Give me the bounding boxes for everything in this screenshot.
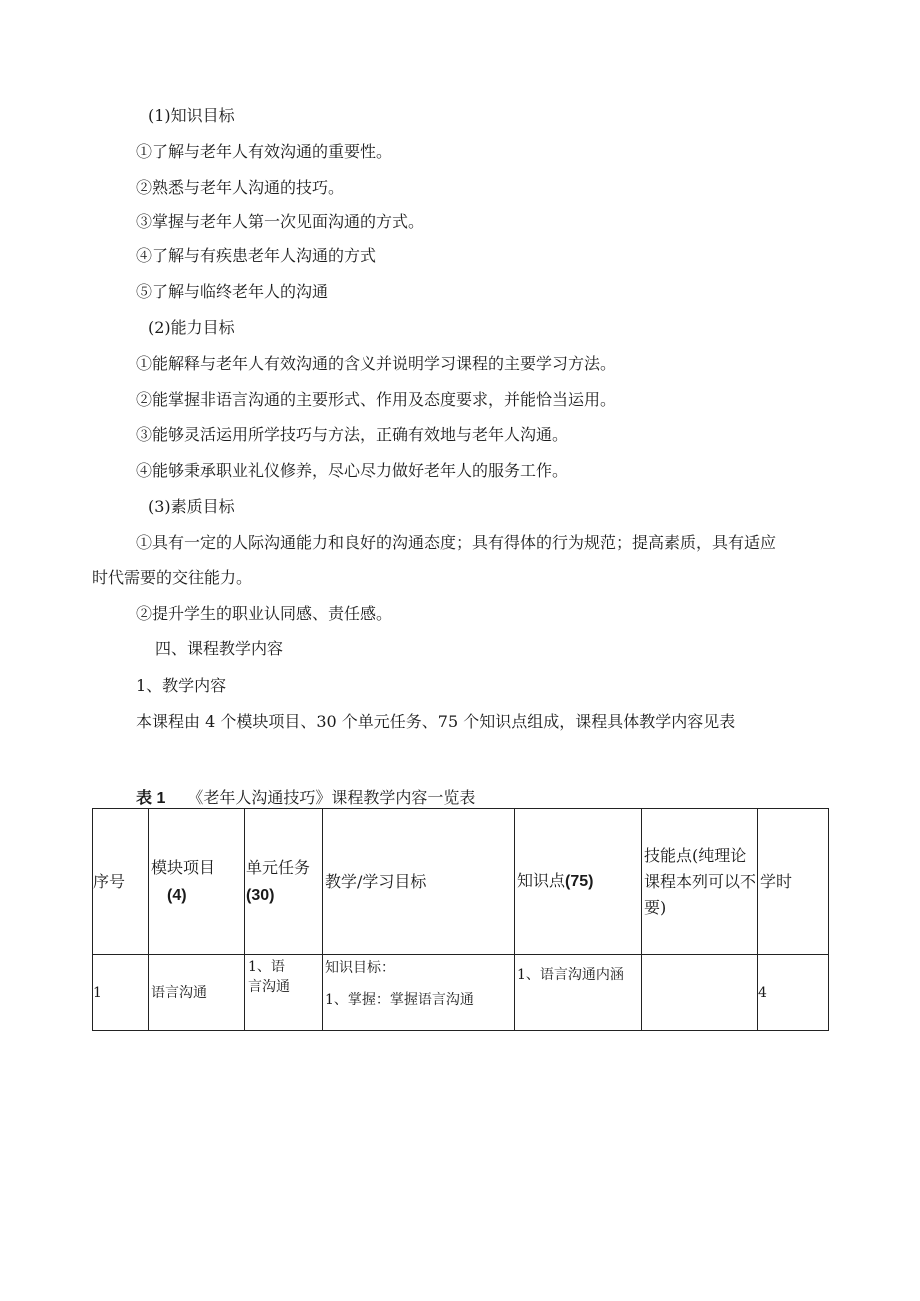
table-row [93, 955, 829, 1031]
paragraph: ③能够灵活运用所学技巧与方法，正确有效地与老年人沟通。 [136, 425, 569, 444]
heading-knowledge-goals: (1)知识目标 [148, 106, 235, 125]
paragraph: ④了解与有疾患老年人沟通的方式 [136, 246, 377, 265]
cell-knowledge [515, 955, 642, 1031]
cell-skill [642, 955, 758, 1031]
paragraph: ①能解释与老年人有效沟通的含义并说明学习课程的主要学习方法。 [136, 354, 617, 373]
header-knowledge-label: 知识点 [517, 871, 566, 890]
paragraph-continuation: 时代需要的交往能力。 [92, 568, 253, 587]
header-skill: 技能点(纯理论课程本列可以不要) [642, 809, 758, 955]
table-caption-text: 《老年人沟通技巧》课程教学内容一览表 [187, 788, 476, 807]
header-module-count: (4) [167, 886, 187, 904]
cell-goals-line1: 知识目标： [325, 960, 395, 976]
header-hours: 学时 [758, 809, 829, 955]
paragraph: ②提升学生的职业认同感、责任感。 [136, 604, 393, 623]
cell-knowledge-text: 1、语言沟通内涵 [517, 967, 624, 983]
heading-quality-goals: (3)素质目标 [148, 497, 235, 516]
cell-goals [323, 955, 515, 1031]
header-unit-label: 单元任务 [246, 857, 311, 877]
header-module-label: 模块项目 [151, 857, 216, 877]
paragraph: ④能够秉承职业礼仪修养，尽心尽力做好老年人的服务工作。 [136, 461, 569, 480]
header-module [149, 809, 245, 955]
paragraph: ②熟悉与老年人沟通的技巧。 [136, 178, 345, 197]
table-caption-number: 表 1 [136, 790, 166, 807]
paragraph: ②能掌握非语言沟通的主要形式、作用及态度要求，并能恰当运用。 [136, 390, 617, 409]
paragraph: ⑤了解与临终老年人的沟通 [136, 282, 329, 301]
paragraph: ①具有一定的人际沟通能力和良好的沟通态度；具有得体的行为规范；提高素质，具有适应 [136, 533, 777, 552]
subsection-heading: 1、教学内容 [136, 676, 227, 695]
cell-seq: 1 [93, 955, 149, 1031]
header-unit [245, 809, 323, 955]
cell-unit-text: 1、语言沟通 [248, 959, 290, 995]
cell-unit [245, 955, 323, 1031]
header-goals: 教学/学习目标 [323, 809, 515, 955]
cell-hours: 4 [758, 955, 829, 1031]
cell-goals-line2: 1、掌握：掌握语言沟通 [325, 992, 474, 1008]
section-heading: 四、课程教学内容 [155, 639, 284, 658]
course-content-table [92, 808, 829, 1031]
paragraph: 本课程由 4 个模块项目、30 个单元任务、75 个知识点组成，课程具体教学内容见表 [136, 712, 736, 731]
paragraph: ③掌握与老年人第一次见面沟通的方式。 [136, 212, 425, 231]
header-unit-count: (30) [246, 886, 275, 904]
header-seq: 序号 [93, 809, 149, 955]
table-caption [136, 788, 475, 809]
header-knowledge-count: (75) [565, 873, 594, 890]
table-header-row [93, 809, 829, 955]
cell-module: 语言沟通 [149, 955, 245, 1031]
heading-ability-goals: (2)能力目标 [148, 318, 235, 337]
paragraph: ①了解与老年人有效沟通的重要性。 [136, 142, 393, 161]
header-knowledge [515, 809, 642, 955]
